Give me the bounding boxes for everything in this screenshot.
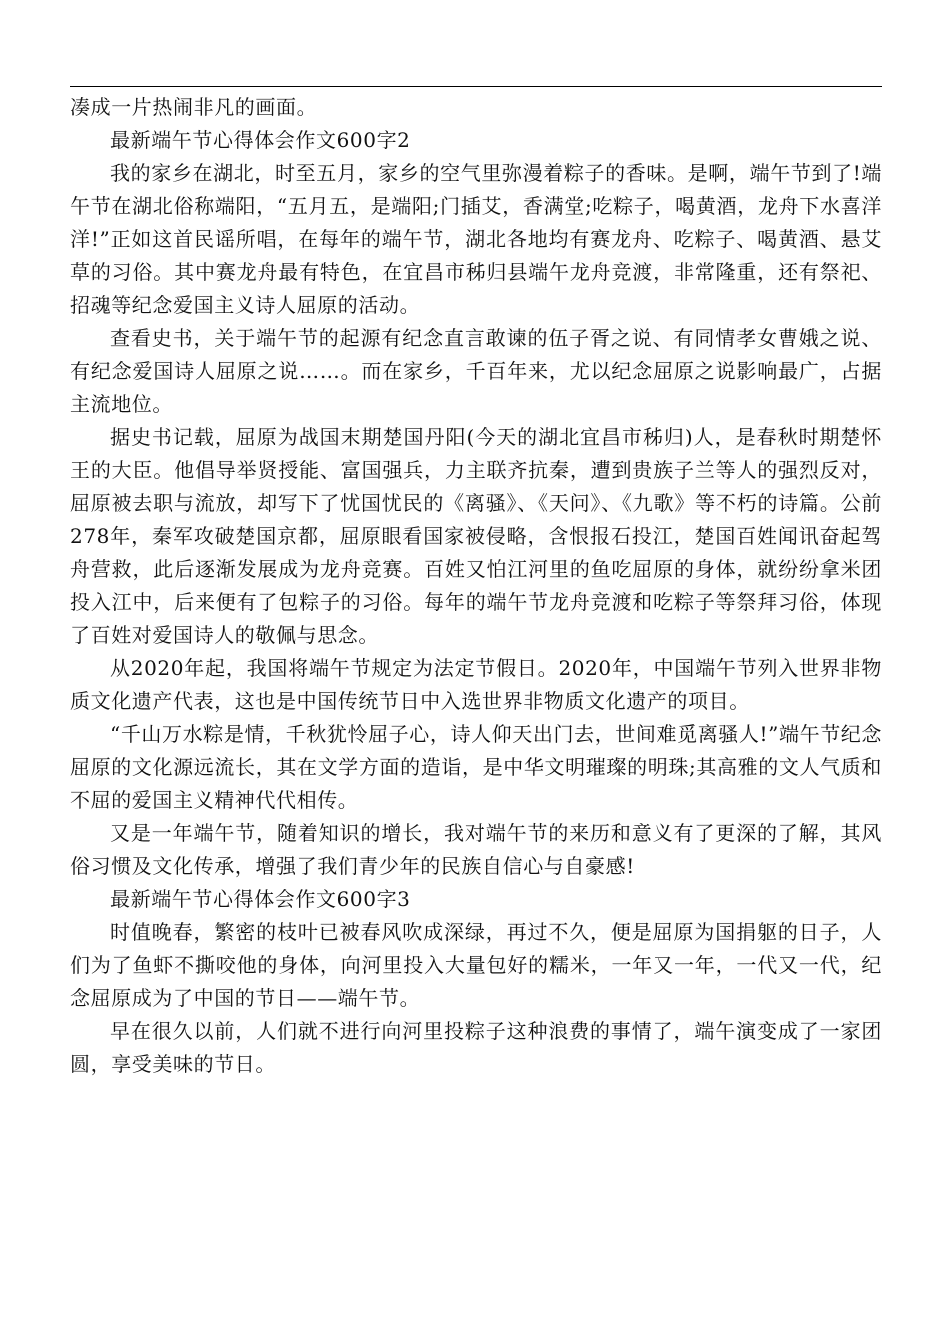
paragraph-continuation: 凑成一片热闹非凡的画面。 [70, 95, 318, 119]
paragraph: 从2020年起，我国将端午节规定为法定节假日。2020年，中国端午节列入世界非物质文化遗产代表，这也是中国传统节日中入选世界非物质文化遗产的项目。 [70, 656, 882, 713]
paragraph: 查看史书，关于端午节的起源有纪念直言敢谏的伍子胥之说、有同情孝女曹娥之说、有纪念爱国诗人屈原之说……。而在家乡，千百年来，尤以纪念屈原之说影响最广，占据主流地位。 [70, 326, 882, 416]
paragraph: 我的家乡在湖北，时至五月，家乡的空气里弥漫着粽子的香味。是啊，端午节到了!端午节在湖北俗称端阳，“五月五，是端阳;门插艾，香满堂;吃粽子，喝黄酒，龙舟下水喜洋洋!”正如这首民谣所唱，在每年的端午节，湖北各地均有赛龙舟、吃粽子、喝黄酒、悬艾草的习俗。其中赛龙舟最有特色，在宜昌市秭归县端午龙舟竞渡，非常隆重，还有祭祀、招魂等纪念爱国主义诗人屈原的活动。 [70, 161, 882, 317]
paragraph: 时值晚春，繁密的枝叶已被春风吹成深绿，再过不久，便是屈原为国捐躯的日子，人们为了鱼虾不撕咬他的身体，向河里投入大量包好的糯米，一年又一年，一代又一代，纪念屈原成为了中国的节日——端午节。 [70, 920, 882, 1010]
document-body [70, 91, 882, 1081]
paragraph: “千山万水粽是情，千秋犹怜屈子心，诗人仰天出门去，世间难觅离骚人!”端午节纪念屈原的文化源远流长，其在文学方面的造诣，是中华文明璀璨的明珠;其高雅的文人气质和不屈的爱国主义精神代代相传。 [70, 722, 882, 812]
paragraph: 又是一年端午节，随着知识的增长，我对端午节的来历和意义有了更深的了解，其风俗习惯及文化传承，增强了我们青少年的民族自信心与自豪感! [70, 821, 882, 878]
header-rule [70, 86, 882, 87]
section-heading-essay-2: 最新端午节心得体会作文600字2 [110, 128, 411, 152]
document-page [70, 0, 882, 1344]
paragraph: 据史书记载，屈原为战国末期楚国丹阳(今天的湖北宜昌市秭归)人，是春秋时期楚怀王的大臣。他倡导举贤授能、富国强兵，力主联齐抗秦，遭到贵族子兰等人的强烈反对，屈原被去职与流放，却写下了忧国忧民的《离骚》、《天问》、《九歌》等不朽的诗篇。公前278年，秦军攻破楚国京都，屈原眼看国家被侵略，含恨报石投江，楚国百姓闻讯奋起驾舟营救，此后逐渐发展成为龙舟竞赛。百姓又怕江河里的鱼吃屈原的身体，就纷纷拿米团投入江中，后来便有了包粽子的习俗。每年的端午节龙舟竞渡和吃粽子等祭拜习俗，体现了百姓对爱国诗人的敬佩与思念。 [70, 425, 882, 647]
paragraph: 早在很久以前，人们就不进行向河里投粽子这种浪费的事情了，端午演变成了一家团圆，享受美味的节日。 [70, 1019, 882, 1076]
section-heading-essay-3: 最新端午节心得体会作文600字3 [110, 887, 411, 911]
